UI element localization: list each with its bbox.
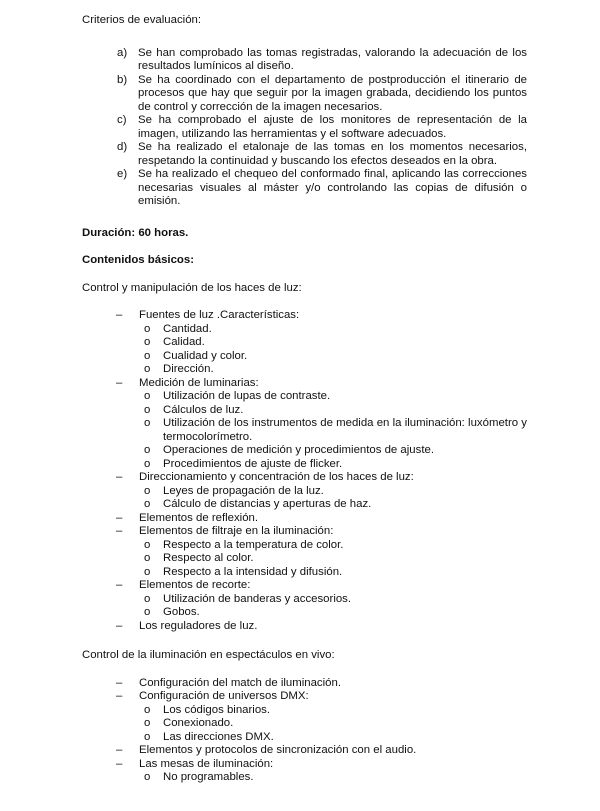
criteria-text: Se ha realizado el chequeo del conformado final, aplicando las correcciones necesarias visuales al máster y/o controlando las copias de difusión o emisión. xyxy=(138,168,527,207)
sub-list-item-text: Respecto a la temperatura de color. xyxy=(163,538,344,551)
sub-list xyxy=(139,539,527,580)
sub-list-item xyxy=(139,771,527,785)
sub-list-item-text: Cálculos de luz. xyxy=(163,403,244,416)
bullet-marker: o xyxy=(144,538,151,551)
sub-list-item-text: Leyes de propagación de la luz. xyxy=(163,484,324,497)
sub-list-item-text: Gobos. xyxy=(163,606,200,618)
criteria-letter: e) xyxy=(117,168,128,180)
list-item-label: Elementos de reflexión. xyxy=(139,511,259,524)
bullet-marker: o xyxy=(144,403,151,416)
sub-list-item xyxy=(139,566,527,580)
bullet-marker: o xyxy=(144,771,151,783)
list-item xyxy=(82,471,527,512)
document-page xyxy=(82,14,527,785)
sub-list-item-text: Utilización de los instrumentos de medida en la iluminación: luxómetro y termocolorímetro. xyxy=(163,417,527,443)
bullet-marker: o xyxy=(144,730,151,743)
sub-list-item-text: Cantidad. xyxy=(163,322,212,335)
list-item xyxy=(82,525,527,579)
sub-list-item-text: Conexionado. xyxy=(163,717,234,729)
bullet-marker: o xyxy=(144,498,151,510)
sub-list-item xyxy=(139,498,527,512)
contents-heading: Contenidos básicos: xyxy=(82,254,195,266)
bullet-marker: o xyxy=(144,592,151,605)
bullet-marker: o xyxy=(144,717,151,729)
sub-list xyxy=(139,771,527,785)
criteria-item xyxy=(82,141,527,168)
dash-marker: – xyxy=(116,744,123,756)
sub-list-item xyxy=(139,731,527,745)
duration: Duración: 60 horas. xyxy=(82,226,189,239)
sub-list xyxy=(139,485,527,512)
bullet-marker: o xyxy=(144,363,151,375)
dash-marker: – xyxy=(116,376,123,389)
criteria-letter: b) xyxy=(117,73,128,86)
sub-list-item-text: Cálculo de distancias y aperturas de haz. xyxy=(163,498,372,510)
list-item xyxy=(82,579,527,620)
sub-list-item xyxy=(139,444,527,458)
sub-list-item xyxy=(139,458,527,472)
sub-list-item xyxy=(139,704,527,718)
sub-list-item-text: Respecto al color. xyxy=(163,552,254,564)
sub-list-item xyxy=(139,606,527,620)
dash-marker: – xyxy=(116,757,123,770)
criteria-text: Se ha comprobado el ajuste de los monitores de representación de la imagen, utilizando las herramientas y el software adecuados. xyxy=(138,114,527,140)
criteria-text: Se han comprobado las tomas registradas, valorando la adecuación de los resultados lumínicos al diseño. xyxy=(138,46,527,72)
bullet-marker: o xyxy=(144,390,151,402)
sub-list-item-text: Las direcciones DMX. xyxy=(163,730,274,743)
list-item-label: Direccionamiento y concentración de los haces de luz: xyxy=(139,471,414,483)
dash-marker: – xyxy=(116,619,123,632)
list-item-label: Medición de luminarias: xyxy=(139,376,259,389)
sub-list-item xyxy=(139,390,527,404)
bullet-marker: o xyxy=(144,322,151,335)
section-title-live-lighting: Control de la iluminación en espectáculos en vivo: xyxy=(82,649,335,661)
sub-list-item-text: Utilización de banderas y accesorios. xyxy=(163,592,352,605)
list-item xyxy=(82,690,527,744)
criteria-text: Se ha coordinado con el departamento de postproducción el itinerario de procesos que hay que seguir por la imagen grabada, decidiendo los puntos de control y corrección de la imagen necesarios. xyxy=(138,73,527,113)
criteria-heading: Criterios de evaluación: xyxy=(82,14,202,26)
sub-list-item-text: Dirección. xyxy=(163,363,214,375)
sub-list-item xyxy=(139,363,527,377)
list-item xyxy=(82,620,527,634)
sub-list-item-text: Procedimientos de ajuste de flicker. xyxy=(163,457,343,470)
sub-list-item xyxy=(139,539,527,553)
dash-marker: – xyxy=(116,309,123,321)
list-item xyxy=(82,677,527,691)
sub-list-item-text: Utilización de lupas de contraste. xyxy=(163,390,331,402)
dash-marker: – xyxy=(116,690,123,702)
sub-list-item xyxy=(139,404,527,418)
bullet-marker: o xyxy=(144,349,151,362)
list-item-label: Elementos de recorte: xyxy=(139,579,251,591)
list-item xyxy=(82,512,527,526)
list-item-label: Configuración del match de iluminación. xyxy=(139,676,341,689)
list-item xyxy=(82,377,527,472)
criteria-item xyxy=(82,168,527,209)
dash-marker: – xyxy=(116,511,123,524)
sub-list xyxy=(139,704,527,745)
section1-list xyxy=(82,309,527,633)
criteria-letter: d) xyxy=(117,141,128,153)
sub-list xyxy=(139,323,527,377)
sub-list xyxy=(139,390,527,471)
criteria-item xyxy=(82,47,527,74)
bullet-marker: o xyxy=(144,444,151,456)
criteria-list xyxy=(82,47,527,209)
sub-list-item xyxy=(139,593,527,607)
sub-list-item xyxy=(139,485,527,499)
sub-list-item-text: Operaciones de medición y procedimientos de ajuste. xyxy=(163,444,434,456)
criteria-item xyxy=(82,74,527,115)
list-item-label: Fuentes de luz .Características: xyxy=(139,309,300,321)
sub-list-item xyxy=(139,552,527,566)
list-item-label: Configuración de universos DMX: xyxy=(139,690,309,702)
sub-list-item xyxy=(139,350,527,364)
dash-marker: – xyxy=(116,471,123,483)
dash-marker: – xyxy=(116,676,123,689)
criteria-text: Se ha realizado el etalonaje de las tomas en los momentos necesarios, respetando la continuidad y buscando los efectos deseados en la obra. xyxy=(138,141,527,167)
list-item-label: Elementos de filtraje en la iluminación: xyxy=(139,525,334,537)
bullet-marker: o xyxy=(144,606,151,618)
list-item xyxy=(82,758,527,785)
list-item-label: Elementos y protocolos de sincronización con el audio. xyxy=(139,744,417,756)
criteria-letter: a) xyxy=(117,46,128,59)
sub-list-item-text: Respecto a la intensidad y difusión. xyxy=(163,565,343,578)
sub-list-item xyxy=(139,417,527,444)
list-item-label: Las mesas de iluminación: xyxy=(139,757,274,770)
bullet-marker: o xyxy=(144,417,151,429)
bullet-marker: o xyxy=(144,457,151,470)
list-item xyxy=(82,309,527,377)
sub-list-item xyxy=(139,336,527,350)
criteria-item xyxy=(82,114,527,141)
sub-list-item xyxy=(139,717,527,731)
sub-list-item-text: Los códigos binarios. xyxy=(163,703,271,716)
bullet-marker: o xyxy=(144,336,151,348)
sub-list-item-text: Calidad. xyxy=(163,336,205,348)
dash-marker: – xyxy=(116,579,123,591)
list-item-label: Los reguladores de luz. xyxy=(139,619,258,632)
sub-list xyxy=(139,593,527,620)
section-title-light-control: Control y manipulación de los haces de luz: xyxy=(82,281,302,294)
sub-list-item-text: No programables. xyxy=(163,771,254,783)
dash-marker: – xyxy=(116,525,123,537)
bullet-marker: o xyxy=(144,484,151,497)
list-item xyxy=(82,744,527,758)
criteria-letter: c) xyxy=(117,114,127,126)
bullet-marker: o xyxy=(144,703,151,716)
section2-list xyxy=(82,677,527,785)
bullet-marker: o xyxy=(144,565,151,578)
sub-list-item-text: Cualidad y color. xyxy=(163,349,248,362)
bullet-marker: o xyxy=(144,552,151,564)
sub-list-item xyxy=(139,323,527,337)
